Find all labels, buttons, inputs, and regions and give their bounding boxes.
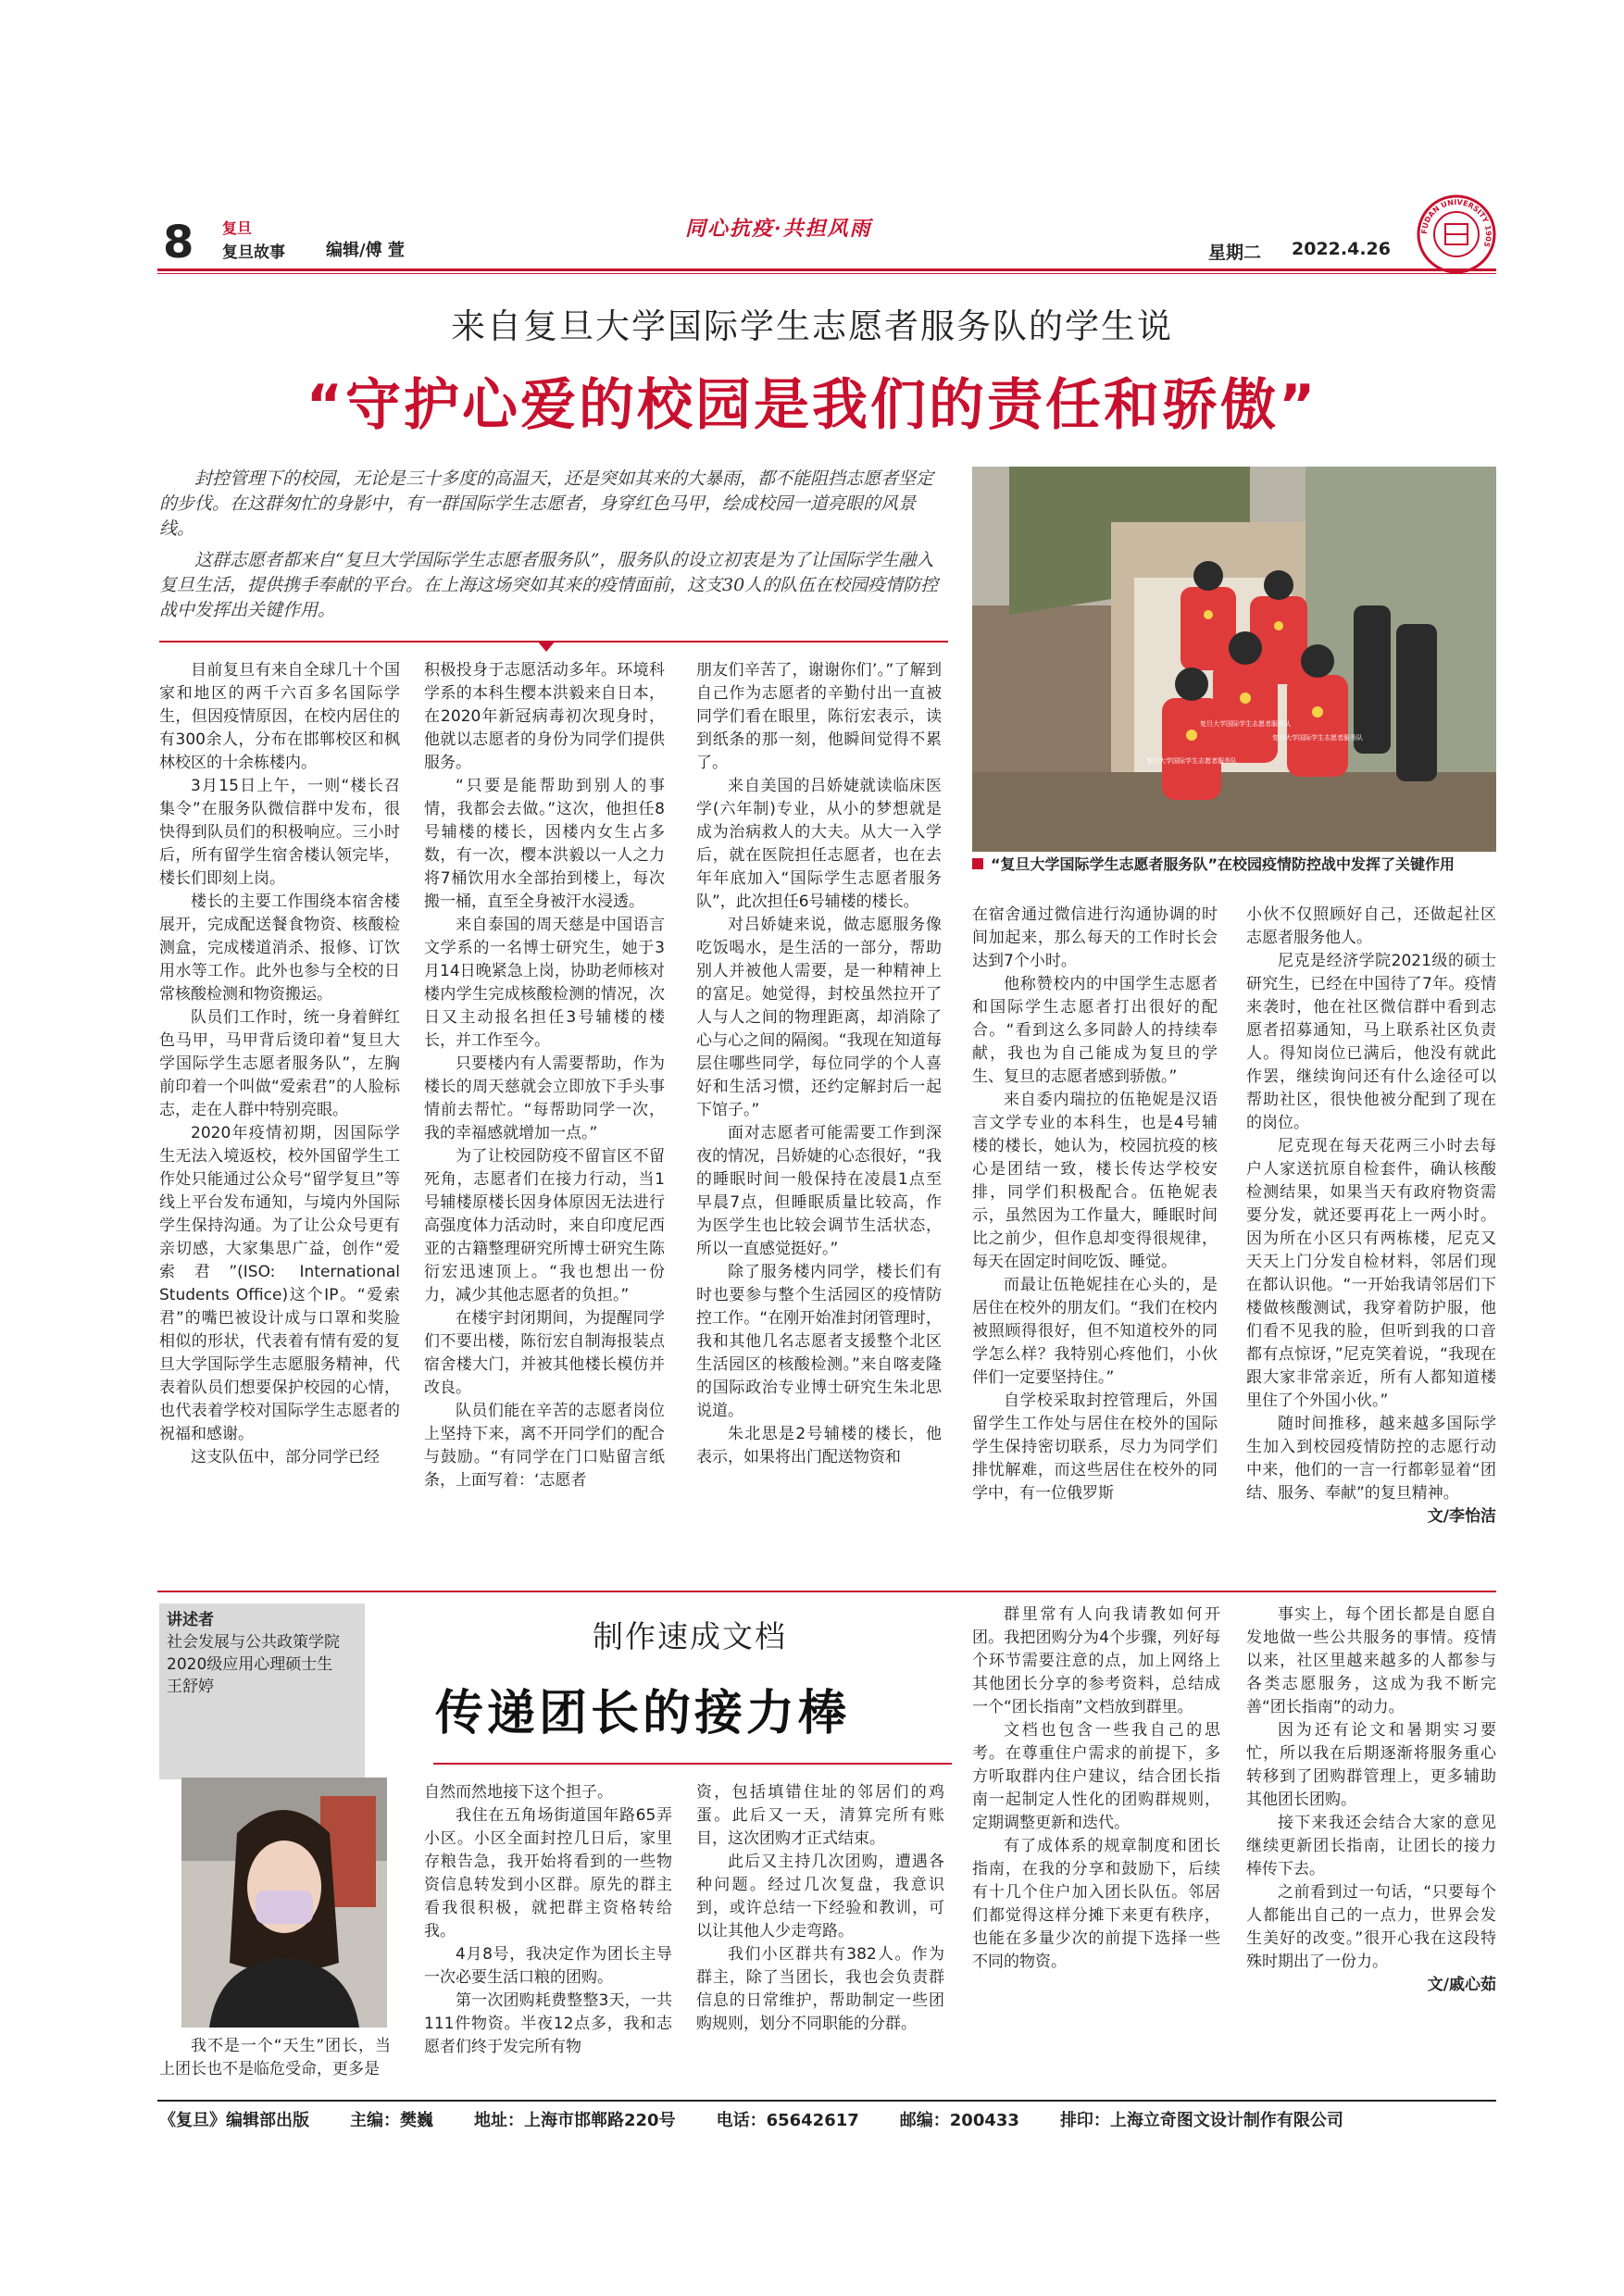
paragraph: 面对志愿者可能需要工作到深夜的情况，吕娇婕的心态很好，“我的睡眠时间一般保持在凌晨1点至早晨7点，但睡眠质量比较高，作为医学生也比较会调节生活状态，所以一直感觉挺好。” (696, 1124, 942, 1258)
intro-paragraph: 封控管理下的校园，无论是三十多度的高温天，还是突如其来的大暴雨，都不能阻挡志愿者坚定的步伐。在这群匆忙的身影中，有一群国际学生志愿者，身穿红色马甲，绘成校园一道亮眼的风景线。 (159, 468, 934, 539)
vest-text: 复旦大学国际学生志愿者服务队 (1146, 757, 1237, 765)
caption-marker (972, 858, 983, 869)
paragraph: 对吕娇婕来说，做志愿服务像吃饭喝水，是生活的一部分，帮助别人并被他人需要，是一种精神上的富足。她觉得，封校虽然拉开了人与人之间的物理距离，却消除了心与心之间的隔阂。“我现在知道每层住哪些同学，每位同学的个人喜好和生活习惯，还约定解封后一起下馆子。” (696, 916, 942, 1119)
article2-headline-rule (433, 1763, 952, 1765)
narrator-line: 2020级应用心理硕士生 (167, 1655, 333, 1674)
footer-chief-editor: 主编：樊巍 (350, 2111, 433, 2130)
article-column (424, 659, 665, 1492)
paragraph: 3月15日上午，一则“楼长召集令”在服务队微信群中发布，很快得到队员们的积极响应。三小时后，所有留学生宿舍楼认领完毕，楼长们即刻上岗。 (159, 777, 400, 888)
paragraph: 队员们能在辛苦的志愿者岗位上坚持下来，离不开同学们的配合与鼓励。“有同学在门口贴留言纸条，上面写着：‘志愿者 (424, 1402, 665, 1490)
intro-divider-marker (537, 641, 556, 652)
paragraph: 资，包括填错住址的邻居们的鸡蛋。此后又一天，清算完所有账目，这次团购才正式结束。 (696, 1783, 944, 1848)
paragraph: 4月8号，我决定作为团长主导一次必要生活口粮的团购。 (424, 1945, 672, 1987)
article-column (1246, 904, 1496, 1529)
paragraph: 尼克现在每天花两三小时去每户人家送抗原自检套件，确认核酸检测结果，如果当天有政府物资需要分发，就还要再花上一两小时。因为所在小区只有两栋楼，尼克又天天上门分发自检材料，邻居们现在都认识他。“一开始我请邻居们下楼做核酸测试，我穿着防护服，他们看不见我的脸，但听到我的口音都有点惊讶，”尼克笑着说，“我现在跟大家非常亲近，所有人都知道楼里住了个外国小伙。” (1246, 1137, 1496, 1410)
vest-text: 复旦大学国际学生志愿者服务队 (1272, 734, 1363, 742)
paragraph: 小伙不仅照顾好自己，还做起社区志愿者服务他人。 (1246, 905, 1496, 947)
narrator-portrait-photo (181, 1778, 387, 2028)
paragraph: 朱北思是2号辅楼的楼长，他表示，如果将出门配送物资和 (696, 1425, 942, 1466)
photo-caption-text: “复旦大学国际学生志愿者服务队”在校园疫情防控战中发挥了关键作用 (991, 855, 1455, 873)
article-headline: “守护心爱的校园是我们的责任和骄傲” (306, 373, 1318, 438)
paragraph: “只要是能帮助到别人的事情，我都会去做。”这次，他担任8号辅楼的楼长，因楼内女生占多数，有一次，樱本洪毅以一人之力将7桶饮用水全部抬到楼上，每次搬一桶，直至全身被汗水浸透。 (424, 777, 665, 911)
paragraph: 除了服务楼内同学，楼长们有时也要参与整个生活园区的疫情防控工作。“在刚开始准封闭管理时，我和其他几名志愿者支援整个北区生活园区的核酸检测。”来自喀麦隆的国际政治专业博士研究生朱北思说道。 (696, 1263, 942, 1420)
paragraph: 第一次团购耗费整整3天，一共111件物资。半夜12点多，我和志愿者们终于发完所有物 (424, 1991, 672, 2056)
volunteers-photo (972, 467, 1496, 852)
paragraph: 积极投身于志愿活动多年。环境科学系的本科生樱本洪毅来自日本，在2020年新冠病毒初次现身时，他就以志愿者的身份为同学们提供服务。 (424, 661, 665, 772)
narrator-line: 社会发展与公共政策学院 (167, 1633, 340, 1652)
paragraph: 来自委内瑞拉的伍艳妮是汉语言文学专业的本科生，也是4号辅楼的楼长，她认为，校园抗疫的核心是团结一致，楼长传达学校安排，同学们积极配合。伍艳妮表示，虽然因为工作量大，睡眠时间比之前少，但作息却变得很规律，每天在固定时间吃饭、睡觉。 (972, 1091, 1218, 1271)
article-kicker: 来自复旦大学国际学生志愿者服务队的学生说 (451, 306, 1173, 346)
paragraph: 目前复旦有来自全球几十个国家和地区的两千六百多名国际学生，但因疫情原因，在校内居住的有300余人，分布在邯郸校区和枫林校区的十余栋楼内。 (159, 661, 400, 772)
paragraph: 来自泰国的周天慈是中国语言文学系的一名博士研究生，她于3月14日晚紧急上岗，协助老师核对楼内学生完成核酸检测的情况，次日又主动报名担任3号辅楼的楼长，并工作至今。 (424, 916, 665, 1050)
footer-address: 地址：上海市邯郸路220号 (474, 2111, 676, 2130)
photo-caption (972, 854, 1496, 876)
footer (159, 2107, 1498, 2131)
paper-name: 复旦 (222, 219, 253, 237)
section-name: 复旦故事 (222, 243, 285, 262)
paragraph: 自然而然地接下这个担子。 (424, 1783, 613, 1802)
footer-typesetting: 排印：上海立奇图文设计制作有限公司 (1059, 2111, 1343, 2130)
paragraph: 这支队伍中，部分同学已经 (191, 1448, 380, 1466)
paragraph: 只要楼内有人需要帮助，作为楼长的周天慈就会立即放下手头事情前去帮忙。“每帮助同学一次，我的幸福感就增加一点。” (424, 1054, 665, 1142)
narrator-line: 王舒婷 (167, 1678, 214, 1696)
footer-postcode: 邮编：200433 (899, 2111, 1019, 2130)
paragraph: 朋友们辛苦了，谢谢你们’。”了解到自己作为志愿者的辛勤付出一直被同学们看在眼里，陈衍宏表示，读到纸条的那一刻，他瞬间觉得不累了。 (696, 661, 942, 772)
article-column (696, 659, 942, 1469)
paragraph: 在宿舍通过微信进行沟通协调的时间加起来，那么每天的工作时长会达到7个小时。 (972, 905, 1218, 970)
paragraph: 事实上，每个团长都是自愿自发地做一些公共服务的事情。疫情以来，社区里越来越多的人都参与各类志愿服务，这成为我不断完善“团长指南”的动力。 (1246, 1605, 1496, 1716)
paragraph: 在楼宇封闭期间，为提醒同学们不要出楼，陈衍宏自制海报装点宿舍楼大门，并被其他楼长模仿并改良。 (424, 1309, 665, 1397)
paragraph: 队员们工作时，统一身着鲜红色马甲，马甲背后烫印着“复旦大学国际学生志愿者服务队”，左胸前印着一个叫做“爱索君”的人脸标志，走在人群中特别亮眼。 (159, 1008, 400, 1119)
paragraph: 群里常有人向我请教如何开团。我把团购分为4个步骤，列好每个环节需要注意的点，加上网络上其他团长分享的参考资料，总结成一个“团长指南”文档放到群里。 (972, 1605, 1220, 1716)
paragraph: 2020年疫情初期，因国际学生无法入境返校，校外国留学生工作处只能通过公众号“留学复旦”等线上平台发布通知，与境内外国际学生保持沟通。为了让公众号更有亲切感，大家集思广益，创作“爱索君”(ISO: International Students Office)这个IP。“爱索君”的嘴巴被设计成与口罩和奖脸相似的形状，代表着有情有爱的复旦大学国际学生志愿服务精神，代表着队员们想要保护校园的心情，也代表着学校对国际学生志愿者的祝福和感谢。 (159, 1124, 400, 1443)
paragraph: 我住在五角场街道国年路65弄小区。小区全面封控几日后，家里存粮告急，我开始将看到的一些物资信息转发到小区群。原先的群主看我很积极，就把群主资格转给我。 (424, 1806, 672, 1940)
footer-rule (157, 2100, 1496, 2102)
intro-paragraph: 这群志愿者都来自“复旦大学国际学生志愿者服务队”，服务队的设立初衷是为了让国际学生融入复旦生活，提供携手奉献的平台。在上海这场突如其来的疫情面前，这支30人的队伍在校园疫情防控战中发挥出关键作用。 (159, 550, 939, 620)
university-seal-icon (1417, 194, 1496, 274)
issue-date: 2022.4.26 (1292, 239, 1391, 259)
paragraph: 文档也包含一些我自己的思考。在尊重住户需求的前提下，多方听取群内住户建议，结合团长指南一起制定人性化的团购群规则，定期调整更新和迭代。 (972, 1721, 1220, 1832)
paragraph: 他称赞校内的中国学生志愿者和国际学生志愿者打出很好的配合。“看到这么多同龄人的持续奉献，我也为自己能成为复旦的学生、复旦的志愿者感到骄傲。” (972, 975, 1218, 1086)
paragraph: 我们小区群共有382人。作为群主，除了当团长，我也会负责群信息的日常维护，帮助制定一些团购规则，划分不同职能的分群。 (696, 1945, 944, 2033)
article2-headline: 传递团长的接力棒 (435, 1685, 851, 1741)
header-rule-thin (157, 273, 1496, 274)
paragraph: 接下来我还会结合大家的意见继续更新团长指南，让团长的接力棒传下去。 (1246, 1814, 1496, 1878)
article-column (972, 1603, 1220, 1974)
paragraph: 随时间推移，越来越多国际学生加入到校园疫情防控的志愿行动中来，他们的一言一行都彰显着“团结、服务、奉献”的复旦精神。 (1246, 1415, 1496, 1503)
article-column (424, 1781, 672, 2059)
narrator-label: 讲述者 (167, 1611, 214, 1629)
page-number: 8 (163, 217, 194, 268)
header-slogan: 同心抗疫·共担风雨 (685, 217, 872, 241)
paragraph: 此后又主持几次团购，遭遇各种问题。经过几次复盘，我意识到，或许总结一下经验和教训，可以让其他人少走弯路。 (696, 1853, 944, 1940)
seal-text: FUDAN UNIVERSITY 1905 (1419, 197, 1493, 248)
paragraph: 因为还有论文和暑期实习要忙，所以我在后期逐渐将服务重心转移到了团购群管理上，更多辅助其他团长团购。 (1246, 1721, 1496, 1809)
paragraph: 来自美国的吕娇婕就读临床医学(六年制)专业，从小的梦想就是成为治病救人的大夫。从大一入学后，就在医院担任志愿者，也在去年年底加入“国际学生志愿者服务队”，此次担任6号辅楼的楼长。 (696, 777, 942, 911)
footer-office: 《复旦》编辑部出版 (159, 2111, 309, 2130)
article-column (159, 2035, 391, 2081)
article-column (696, 1781, 944, 2036)
section-divider (157, 1591, 1496, 1592)
narrator-info (167, 1609, 361, 1698)
article-column (972, 904, 1218, 1505)
article-column (159, 659, 400, 1469)
article2-kicker: 制作速成文档 (593, 1618, 787, 1654)
paragraph: 有了成体系的规章制度和团长指南，在我的分享和鼓励下，后续有十几个住户加入团长队伍。邻居们都觉得这样分摊下来更有秩序，也能在多量少次的前提下选择一些不同的物资。 (972, 1837, 1220, 1971)
paragraph: 楼长的主要工作围绕本宿舍楼展开，完成配送餐食物资、核酸检测盒，完成楼道消杀、报修、订饮用水等工作。此外也参与全校的日常核酸检测和物资搬运。 (159, 892, 400, 1004)
byline: 文/李怡洁 (1427, 1507, 1496, 1526)
paragraph: 尼克是经济学院2021级的硕士研究生，已经在中国待了7年。疫情来袭时，他在社区微信群中看到志愿者招募通知，马上联系社区负责人。得知岗位已满后，他没有就此作罢，继续询问还有什么途径可以帮助社区，很快他被分配到了现在的岗位。 (1246, 952, 1496, 1132)
editor-credit: 编辑/傅 萱 (326, 241, 405, 260)
article-column (1246, 1603, 1496, 1997)
footer-phone: 电话：65642617 (716, 2111, 859, 2130)
paragraph: 之前看到过一句话，“只要每个人都能出自己的一点力，世界会发生美好的改变。”很开心我在这段特殊时期出了一份力。 (1246, 1883, 1496, 1971)
header-rule (157, 268, 1496, 271)
paragraph: 而最让伍艳妮挂在心头的，是居住在校外的朋友们。“我们在校内被照顾得很好，但不知道校外的同学怎么样？我特别心疼他们，小伙伴们一定要坚持住。” (972, 1276, 1218, 1387)
weekday: 星期二 (1208, 243, 1262, 263)
byline: 文/戚心茹 (1427, 1976, 1496, 1994)
paragraph: 自学校采取封控管理后，外国留学生工作处与居住在校外的国际学生保持密切联系，尽力为同学们排忧解难，而这些居住在校外的同学中，有一位俄罗斯 (972, 1391, 1218, 1503)
paragraph: 为了让校园防疫不留盲区不留死角，志愿者们在接力行动，当1号辅楼原楼长因身体原因无法进行高强度体力活动时，来自印度尼西亚的古籍整理研究所博士研究生陈衍宏迅速顶上。“我也想出一份力，减少其他志愿者的负担。” (424, 1147, 665, 1304)
paragraph: 我不是一个“天生”团长，当上团长也不是临危受命，更多是 (159, 2037, 391, 2078)
vest-text: 复旦大学国际学生志愿者服务队 (1200, 720, 1291, 728)
